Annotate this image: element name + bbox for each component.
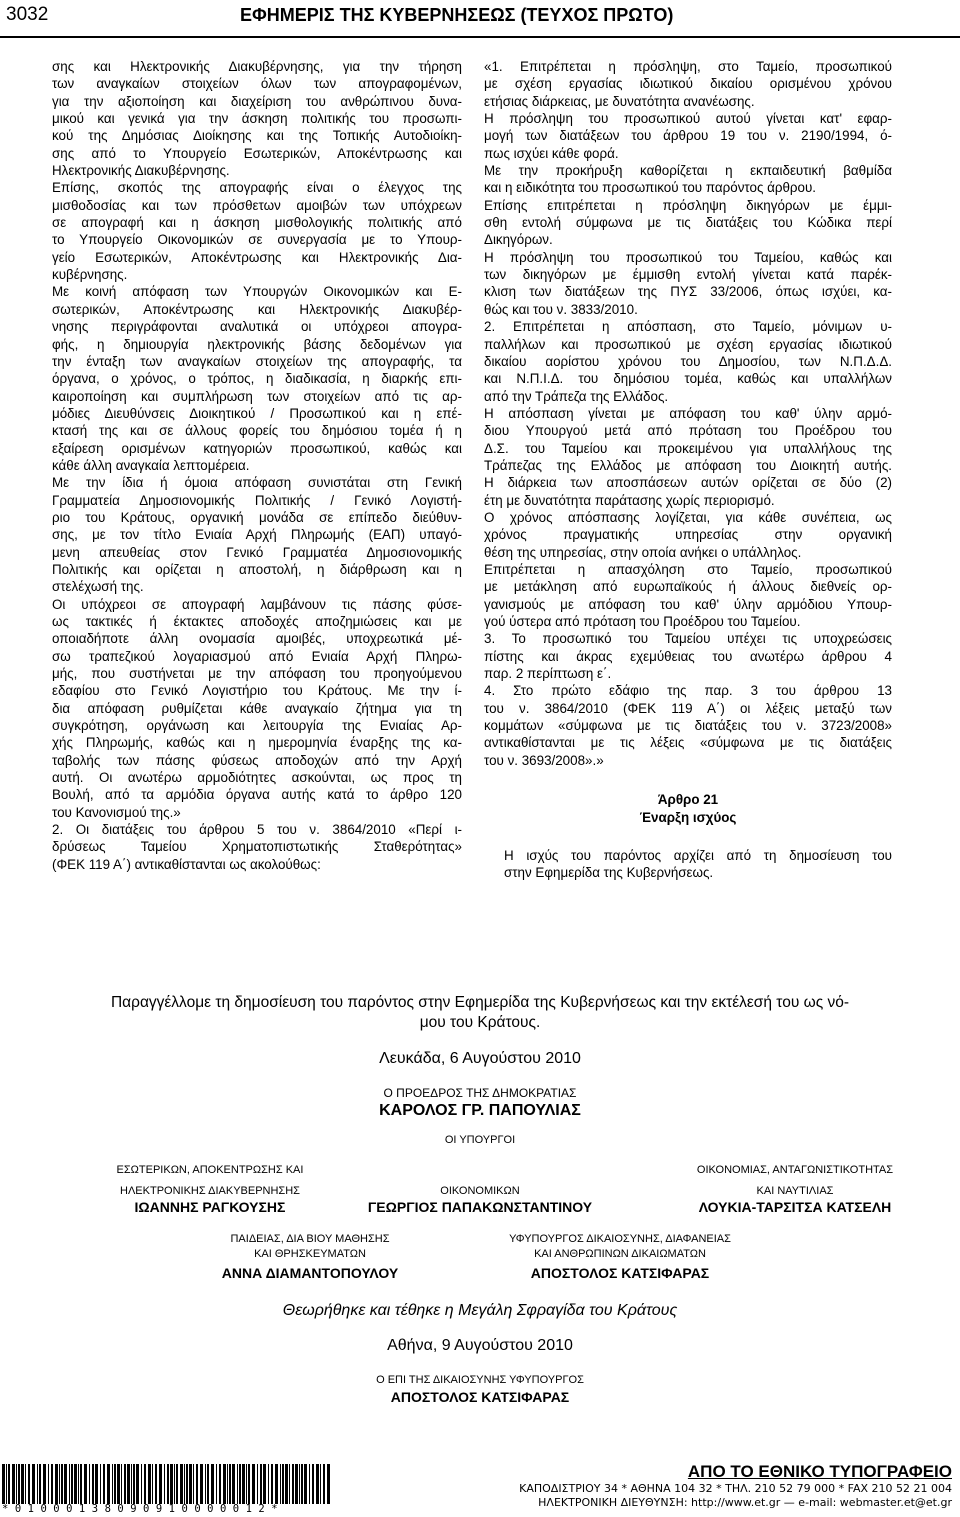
barcode-bar <box>152 1464 153 1504</box>
barcode-bar <box>6 1464 7 1504</box>
text-line: (ΦΕΚ 119 Α΄) αντικαθίστανται ως ακολούθως: <box>52 856 321 872</box>
text-line: κάθε άλλη αναγκαία λεπτομέρεια. <box>52 457 250 473</box>
barcode-bar <box>309 1464 310 1504</box>
text-line: αυτή. Οι ανωτέρω αρμοδιότητες ασκούνται, ως προς τη <box>52 770 462 786</box>
barcode-bar <box>148 1464 151 1504</box>
barcode-bar <box>80 1464 82 1504</box>
text-line: εδαφίου στο Γενικό Λογιστήριο του Κράτους. Με την ί- <box>52 683 462 699</box>
text-line: Η πρόσληψη του προσωπικού του Ταμείου, καθώς και <box>484 249 892 265</box>
text-line: του Κανονισμού της.» <box>52 804 181 820</box>
text-line: 4. Στο πρώτο εδάφιο της παρ. 3 του άρθρου 13 <box>484 683 892 699</box>
right-text-column <box>484 58 892 882</box>
barcode-bar <box>246 1464 247 1504</box>
text-line: παρ. 2 περίπτωση ε΄. <box>484 666 612 682</box>
barcode-bar <box>316 1464 319 1504</box>
barcode-bar <box>295 1464 298 1504</box>
text-line: Με την ίδια ή όμοια απόφαση συνιστάται στη Γενική <box>52 475 462 491</box>
printer-info <box>512 1462 952 1510</box>
barcode-bar <box>275 1464 278 1504</box>
barcode-bar <box>121 1464 122 1504</box>
barcode-bar <box>55 1464 58 1504</box>
text-line: όργανα, ο χρόνος, ο τρόπος, η διαδικασία, η διαρκής επι- <box>52 371 462 387</box>
barcode-bar <box>304 1464 307 1504</box>
barcode-bar <box>260 1464 262 1504</box>
barcode-bar <box>133 1464 135 1504</box>
text-line: Βουλή, από τα αρμόδια όργανα αυτής κατά το άρθρο 120 <box>52 787 462 803</box>
barcode-bar <box>216 1464 217 1504</box>
barcode-bar <box>174 1464 175 1504</box>
president-name: ΚΑΡΟΛΟΣ ΓΡ. ΠΑΠΟΥΛΙΑΣ <box>379 1102 581 1119</box>
ministers-label: ΟΙ ΥΠΟΥΡΓΟΙ <box>444 1134 516 1146</box>
text-line: δρύσεως Ταμείου Χρηματοπιστωτικής Σταθερότητας» <box>52 839 462 855</box>
text-line: Δ.Σ. του Ταμείου και προκειμένου για υπαλλήλους της <box>484 440 892 456</box>
minister-interior-title-2: ΗΛΕΚΤΡΟΝΙΚΗΣ ΔΙΑΚΥΒΕΡΝΗΣΗΣ <box>120 1185 300 1197</box>
text-line: θέση της υπηρεσίας, στην οποία ανήκει ο υπάλληλος. <box>484 544 802 560</box>
barcode-bar <box>252 1464 255 1504</box>
barcode-bar <box>84 1464 87 1504</box>
text-line: «1. Επιτρέπεται η πρόσληψη, στο Ταμείο, προσωπικού <box>484 59 892 74</box>
text-line: φής, η δημιουργία ηλεκτρονικής βάσης δεδομένων για <box>52 336 462 352</box>
text-line: δια απόφαση ρυθμίζεται κάθε αναγκαίο ζήτημα για τη <box>52 700 462 716</box>
text-line: οποιαδήποτε άλλη ονομασία αμοιβές, υποχρεωτικά μέ- <box>52 631 462 647</box>
barcode-bar <box>48 1464 49 1504</box>
barcode-bar <box>144 1464 146 1504</box>
barcode-bar <box>200 1464 203 1504</box>
barcode-bar <box>280 1464 281 1504</box>
text-line: των αναγκαίων στοιχείων όλων των απογραφομένων, <box>52 76 462 92</box>
barcode-bar <box>78 1464 79 1504</box>
text-line: Οι υπόχρεοι σε απογραφή λαμβάνουν τις πάσης φύσε- <box>52 596 462 612</box>
barcode-bar <box>127 1464 130 1504</box>
minister-education-name: ΑΝΝΑ ΔΙΑΜΑΝΤΟΠΟΥΛΟΥ <box>221 1265 399 1281</box>
barcode-bar <box>263 1464 266 1504</box>
barcode-bar <box>159 1464 162 1504</box>
article-subheading: Έναρξη ισχύος <box>639 810 737 826</box>
text-line: χρόνος πραγματικής υπηρεσίας στην οργανική <box>484 527 892 543</box>
page-number: 3032 <box>6 4 49 25</box>
barcode-bar <box>189 1464 192 1504</box>
text-line: των δικηγόρων με έμμισθη εντολή γίνεται κατά παρέκ- <box>484 267 892 283</box>
barcode-bar <box>155 1464 157 1504</box>
text-line: την ένταξη των αναγκαίων στοιχείων της απογραφής, τα <box>52 353 462 369</box>
text-line: θώς και του ν. 3833/2010. <box>484 301 638 317</box>
barcode-bar <box>18 1464 20 1504</box>
barcode-bar <box>21 1464 24 1504</box>
seal-place-date: Αθήνα, 9 Αυγούστου 2010 <box>387 1337 573 1354</box>
barcode-bar <box>16 1464 17 1504</box>
barcode-bar <box>74 1464 77 1504</box>
barcode-bar <box>124 1464 126 1504</box>
barcode-bar <box>131 1464 132 1504</box>
barcode-bar <box>323 1464 325 1504</box>
text-line: και η ειδικότητα του προσωπικού του παρόντος άρθρου. <box>484 180 817 196</box>
minister-finance-name: ΓΕΩΡΓΙΟΣ ΠΑΠΑΚΩΝΣΤΑΝΤΙΝΟΥ <box>367 1199 593 1215</box>
text-line: 2. Επιτρέπεται η απόσπαση, στο Ταμείο, μόνιμων υ- <box>484 319 892 335</box>
barcode-bar <box>141 1464 142 1504</box>
text-line: Με την προκήρυξη καθορίζεται η εκπαιδευτική βαθμίδα <box>484 163 892 179</box>
text-line: χής Πληρωμής, καθώς και η ημερομηνία έναρξης της κα- <box>52 735 462 751</box>
barcode-digits: *01000138090910000012* <box>2 1503 285 1515</box>
text-line: έτη με δυνατότητα παράτασης χωρίς περιορισμό. <box>484 492 775 508</box>
minister-justice-title-2: ΚΑΙ ΑΝΘΡΩΠΙΝΩΝ ΔΙΚΑΙΩΜΑΤΩΝ <box>534 1248 706 1260</box>
text-line: κομμάτων «σύμφωνα με τις διατάξεις του ν. 3723/2008» <box>484 718 892 734</box>
text-line: μισθοδοσίας και των πρόσθετων αμοιβών των υπόχρεων <box>52 197 462 213</box>
text-line: του ν. 3693/2008».» <box>484 752 604 768</box>
article-text-line: στην Εφημερίδα της Κυβερνήσεως. <box>504 865 714 881</box>
text-line: Επίσης επιτρέπεται η πρόσληψη δικηγόρων με έμμι- <box>484 197 892 213</box>
barcode-bar <box>59 1464 60 1504</box>
text-line: 3. Το προσωπικό του Ταμείου υπέχει τις υποχρεώσεις <box>484 631 892 647</box>
barcode-bar <box>25 1464 26 1504</box>
barcode-bar <box>219 1464 221 1504</box>
text-line: μογή των διατάξεων του άρθρου 19 του ν. 2190/1994, ό- <box>484 128 892 144</box>
barcode-bar <box>176 1464 178 1504</box>
text-line: μενη απευθείας στον Γενικό Γραμματέα Δημοσιονομικής <box>52 544 462 560</box>
barcode-bar <box>107 1464 110 1504</box>
barcode-bar <box>71 1464 73 1504</box>
barcode-bar <box>229 1464 231 1504</box>
header-rule <box>0 36 960 38</box>
text-line: νησης περιγράφονται αναλυτικά οι υπόχρεοι απογρα- <box>52 319 462 335</box>
text-line: ταβολής των πάσης φύσεως αποδοχών από την Αρχή <box>52 752 462 768</box>
text-line: 2. Οι διατάξεις του άρθρου 5 του ν. 3864/2010 «Περί ι- <box>52 822 462 838</box>
text-line: σης από το Υπουργείο Εσωτερικών, Αποκέντρωσης και <box>52 145 462 161</box>
text-line: Η διάρκεια των αποσπάσεων αυτών ορίζεται σε δύο (2) <box>484 475 892 491</box>
barcode-bar <box>282 1464 284 1504</box>
barcode-bar <box>112 1464 113 1504</box>
barcode-icon <box>2 1464 332 1504</box>
text-line: πως ισχύει κάθε φορά. <box>484 145 619 161</box>
barcode-bar <box>117 1464 120 1504</box>
minister-justice-name: ΑΠΟΣΤΟΛΟΣ ΚΑΤΣΙΦΑΡΑΣ <box>530 1265 710 1281</box>
text-line: σε απογραφή και η άσκηση μισθολογικής πολιτικής από <box>52 215 462 231</box>
barcode-bar <box>223 1464 226 1504</box>
text-line: με μετάκληση από ευρωπαϊκούς ή άλλους διεθνείς ορ- <box>484 579 892 595</box>
gazette-title: ΕΦΗΜΕΡΙΣ ΤΗΣ ΚΥΒΕΡΝΗΣΕΩΣ (ΤΕΥΧΟΣ ΠΡΩΤΟ) <box>240 5 674 25</box>
text-line: κλιση των διατάξεων της ΠΥΣ 33/2006, όπως ισχύει, κα- <box>484 284 892 300</box>
minister-justice-title-1: ΥΦΥΠΟΥΡΓΟΣ ΔΙΚΑΙΟΣΥΝΗΣ, ΔΙΑΦΑΝΕΙΑΣ <box>509 1233 731 1245</box>
text-line: Η πρόσληψη του προσωπικού αυτού γίνεται κατ' εφαρ- <box>484 111 892 127</box>
text-line: κυβέρνησης. <box>52 267 128 283</box>
barcode-bar <box>32 1464 35 1504</box>
text-line: σω τραπεζικού λογαριασμού από Ενιαία Αρχή Πληρω- <box>52 648 462 664</box>
text-line: σης και Ηλεκτρονικής Διακυβέρνησης, για την τήρηση <box>52 59 462 74</box>
text-line: μόδιες Διευθύνσεις Διοικητικού / Προσωπικού και η επέ- <box>52 405 462 421</box>
minister-interior-title-1: ΕΣΩΤΕΡΙΚΩΝ, ΑΠΟΚΕΝΤΡΩΣΗΣ ΚΑΙ <box>116 1164 304 1176</box>
barcode-bar <box>92 1464 94 1504</box>
barcode-bar <box>95 1464 98 1504</box>
text-line: Επιτρέπεται η απασχόληση στο Ταμείο, προσωπικού <box>484 561 892 577</box>
barcode-bar <box>289 1464 290 1504</box>
seal-signer-name: ΑΠΟΣΤΟΛΟΣ ΚΑΤΣΙΦΑΡΑΣ <box>390 1389 570 1405</box>
barcode-bar <box>89 1464 90 1504</box>
barcode-bar <box>114 1464 116 1504</box>
text-line: συγκρότηση, οργάνωση και λειτουργία της Ενιαίας Αρ- <box>52 718 462 734</box>
text-line: δικαίου αορίστου χρόνου του Δημοσίου, των Ν.Π.Δ.Δ. <box>484 353 892 369</box>
barcode-bar <box>271 1464 273 1504</box>
minister-education-title-2: ΚΑΙ ΘΡΗΣΚΕΥΜΑΤΩΝ <box>254 1248 366 1260</box>
article-text-line: Η ισχύς του παρόντος αρχίζει από τη δημοσίευση του <box>504 848 892 864</box>
page-header <box>0 0 960 38</box>
barcode-bar <box>193 1464 194 1504</box>
barcode-bar <box>301 1464 303 1504</box>
text-line: Επίσης, σκοπός της απογραφής είναι ο έλεγχος της <box>52 180 462 196</box>
printer-address: ΚΑΠΟΔΙΣΤΡΙΟΥ 34 * ΑΘΗΝΑ 104 32 * ΤΗΛ. 210 52 79 000 * FAX 210 52 21 004 <box>519 1482 952 1495</box>
text-line: ριο του Κράτους, οργανική μονάδα σε επίπεδο διεύθυν- <box>52 509 462 525</box>
barcode-bar <box>100 1464 101 1504</box>
barcode-bar <box>28 1464 30 1504</box>
left-text-column <box>52 58 462 873</box>
barcode-bar <box>2 1464 5 1504</box>
barcode-bar <box>312 1464 314 1504</box>
text-line: Πολιτικής και ορίζεται η αποστολή, η διάρθρωση και η <box>52 561 462 577</box>
barcode-bar <box>207 1464 209 1504</box>
text-line: από την Τράπεζα της Ελλάδος. <box>484 388 669 404</box>
text-line: με σχέση εργασίας ιδιωτικού δικαίου ορισμένου χρόνου <box>484 76 892 92</box>
barcode-bar <box>211 1464 214 1504</box>
text-line: κτασή της και σε άλλους φορείς του δημόσιου τομέα ή η <box>52 423 462 439</box>
promulgation-text <box>0 993 960 1033</box>
barcode-bar <box>184 1464 185 1504</box>
right-column-lines <box>484 58 892 769</box>
text-line: εξαίρεση ορισμένων κατηγοριών προσωπικού, καθώς και <box>52 440 462 456</box>
text-line: μικού και γενικά για την άσκηση πολιτικής του προσωπι- <box>52 111 462 127</box>
text-line: παλλήλων και προσωπικού με σχέση εργασίας ιδιωτικού <box>484 336 892 352</box>
barcode-bar <box>43 1464 46 1504</box>
text-line: πίστης και άκρας εχεμύθειας του ανωτέρω άρθρου 4 <box>484 648 892 664</box>
barcode-bar <box>227 1464 228 1504</box>
text-line: ως τακτικές ή έκτακτες αποδοχές αποζημιώσεις και με <box>52 614 462 629</box>
barcode-bar <box>292 1464 294 1504</box>
text-line: στελέχωσή της. <box>52 579 144 595</box>
barcode-bar <box>39 1464 41 1504</box>
printer-title: ΑΠΟ ΤΟ ΕΘΝΙΚΟ ΤΥΠΟΓΡΑΦΕΙΟ <box>687 1462 952 1481</box>
barcode-bar <box>180 1464 183 1504</box>
promulgation-line-1: Παραγγέλλομε τη δημοσίευση του παρόντος στην Εφημερίδα της Κυβερνήσεως και την εκτέλεσή του ως νό- <box>110 994 850 1011</box>
text-line: Γραμματεία Δημοσιονομικής Πολιτικής / Γενικό Λογιστή- <box>52 492 462 508</box>
text-line: γού ύστερα από πρόταση του Προέδρου του Ταμείου. <box>484 614 801 629</box>
minister-education-title-1: ΠΑΙΔΕΙΑΣ, ΔΙΑ ΒΙΟΥ ΜΑΘΗΣΗΣ <box>230 1233 390 1245</box>
barcode-bar <box>242 1464 245 1504</box>
barcode-bar <box>232 1464 235 1504</box>
text-line: Δικηγόρων. <box>484 232 553 248</box>
text-line: διου Υπουργού μετά από πρόταση του Προέδρου του <box>484 423 892 439</box>
text-line: για την αξιοποίηση και διαχείριση του ανθρώπινου δυνα- <box>52 93 462 109</box>
minister-economy-title-1: ΟΙΚΟΝΟΜΙΑΣ, ΑΝΤΑΓΩΝΙΣΤΙΚΟΤΗΤΑΣ <box>696 1164 894 1176</box>
barcode-bar <box>320 1464 321 1504</box>
text-line: σωτερικών, Αποκέντρωσης και Ηλεκτρονικής Διακυβέρ- <box>52 301 462 317</box>
text-line: σης, με τον τίτλο Ενιαία Αρχή Πληρωμής (ΕΑΠ) υπαγό- <box>52 527 462 543</box>
barcode-bar <box>69 1464 70 1504</box>
barcode-bar <box>268 1464 269 1504</box>
minister-interior-name: ΙΩΑΝΝΗΣ ΡΑΓΚΟΥΣΗΣ <box>134 1199 286 1215</box>
barcode-bar <box>285 1464 288 1504</box>
text-line: Ο χρόνος απόσπασης λογίζεται, για κάθε συνέπεια, ως <box>484 509 892 525</box>
text-line: μής, που συστήνεται με την απόφαση του προηγούμενου <box>52 666 462 682</box>
text-line: Τράπεζας της Ελλάδος με απόφαση του Διοικητή αυτής. <box>484 457 892 473</box>
barcode-bar <box>103 1464 105 1504</box>
text-line: Ηλεκτρονικής Διακυβέρνησης. <box>52 163 230 179</box>
barcode-bar <box>164 1464 165 1504</box>
barcode-bar <box>37 1464 38 1504</box>
barcode-bar <box>12 1464 15 1504</box>
minister-finance-title: ΟΙΚΟΝΟΜΙΚΩΝ <box>440 1185 520 1197</box>
barcode-bar <box>237 1464 238 1504</box>
printer-web: ΗΛΕΚΤΡΟΝΙΚΗ ΔΙΕΥΘΥΝΣΗ: http://www.et.gr — e-mail: webmaster.et@et.gr <box>538 1496 952 1509</box>
barcode-bar <box>239 1464 241 1504</box>
text-line: κού της Δημόσιας Διοίκησης και της Τοπικής Αυτοδιοίκη- <box>52 128 462 144</box>
text-line: Με κοινή απόφαση των Υπουργών Οικονομικών και Ε- <box>52 284 462 300</box>
text-line: αντικαθίστανται με τις λέξεις «σύμφωνα με τις διατάξεις <box>484 735 892 751</box>
text-line: γείο Εσωτερικών, Αποκέντρωσης και Ηλεκτρονικής Δια- <box>52 249 462 265</box>
text-line: του ν. 3864/2010 (ΦΕΚ 119 Α΄) οι λέξεις μεταξύ των <box>484 700 892 716</box>
president-title: Ο ΠΡΟΕΔΡΟΣ ΤΗΣ ΔΗΜΟΚΡΑΤΙΑΣ <box>383 1086 577 1100</box>
text-line: Η απόσπαση γίνεται με απόφαση του καθ' ύλην αρμό- <box>484 405 892 421</box>
barcode-bar <box>167 1464 169 1504</box>
seal-signer-title: Ο ΕΠΙ ΤΗΣ ΔΙΚΑΙΟΣΥΝΗΣ ΥΦΥΠΟΥΡΓΟΣ <box>376 1374 584 1386</box>
text-line: το Υπουργείο Οικονομικών σε συνεργασία με το Υπουρ- <box>52 232 462 248</box>
text-line: γανισμούς με απόφαση του καθ' ύλην αρμόδιου Υπουρ- <box>484 596 892 612</box>
text-line: ετήσιας διάρκειας, με δυνατότητα ανανέωσης. <box>484 93 755 109</box>
barcode-bar <box>61 1464 63 1504</box>
barcode-bar <box>186 1464 188 1504</box>
barcode-bar <box>205 1464 206 1504</box>
text-line: καιροποίηση και συμπλήρωση των στοιχείων από τις αρ- <box>52 388 462 404</box>
barcode-bar <box>8 1464 10 1504</box>
promulgation-line-2: μου του Κράτους. <box>419 1014 541 1031</box>
barcode-bar <box>136 1464 139 1504</box>
signing-place-date: Λευκάδα, 6 Αυγούστου 2010 <box>379 1050 581 1067</box>
barcode-bar <box>64 1464 67 1504</box>
barcode-bar <box>51 1464 53 1504</box>
article-heading: Άρθρο 21 <box>657 792 719 808</box>
text-line: και Ν.Π.Ι.Δ. του δημόσιου τομέα, καθώς και υπαλλήλων <box>484 371 892 387</box>
minister-economy-title-2: ΚΑΙ ΝΑΥΤΙΛΙΑΣ <box>756 1185 834 1197</box>
barcode-bar <box>196 1464 198 1504</box>
barcode-bar <box>327 1464 330 1504</box>
great-seal-text: Θεωρήθηκε και τέθηκε η Μεγάλη Σφραγίδα του Κράτους <box>282 1302 678 1319</box>
barcode-bar <box>170 1464 173 1504</box>
text-line: σθη εντολή σύμφωνα με τις διατάξεις του Κώδικα περί <box>484 215 892 231</box>
minister-economy-name: ΛΟΥΚΙΑ-ΤΑΡΣΙΤΣΑ ΚΑΤΣΕΛΗ <box>698 1199 892 1215</box>
barcode-bar <box>257 1464 258 1504</box>
barcode-bar <box>299 1464 300 1504</box>
barcode-bar <box>248 1464 250 1504</box>
